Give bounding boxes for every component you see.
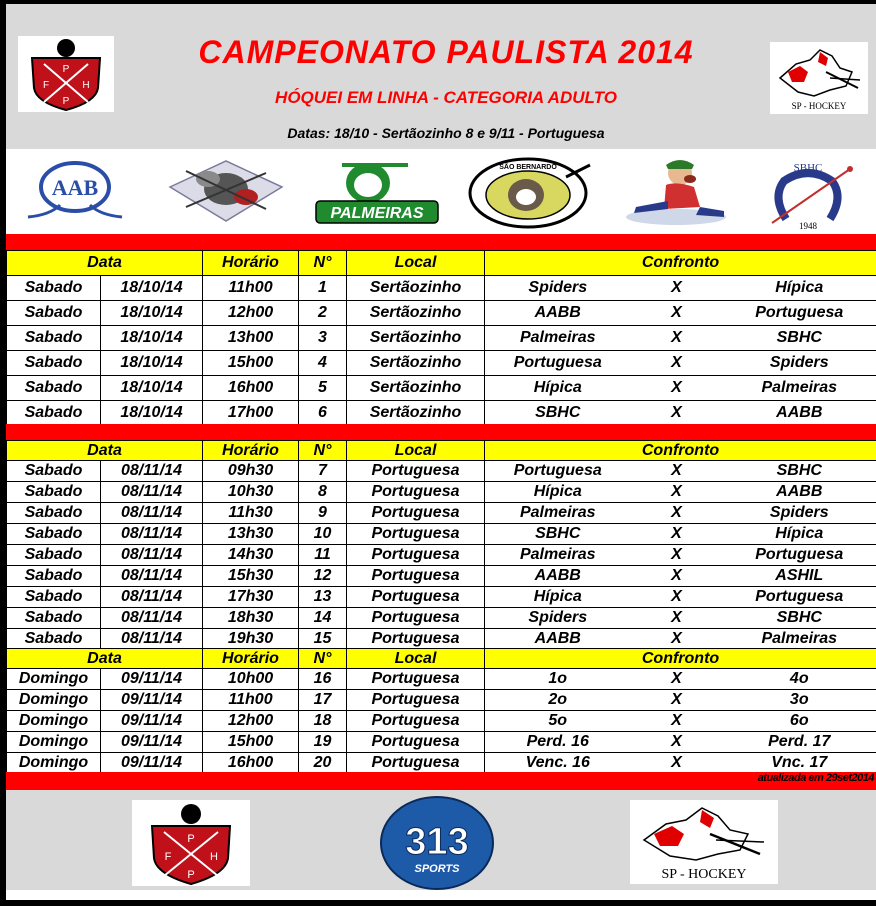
red-divider [6,234,876,250]
table-row [7,351,876,376]
header-horario: Horário [203,649,299,669]
cell-match-number: 9 [299,503,347,524]
cell-match-number: 6 [299,401,347,426]
cell-date: 08/11/14 [101,587,203,608]
fph-letter-left: F [42,80,50,91]
header-local: Local [347,251,485,276]
cell-home-team: 1o [485,669,631,690]
schedule-table-portuguesa-domingo [6,648,876,774]
sao-bernardo-logo-text: SÃO BERNARDO [499,164,557,171]
cell-date: 08/11/14 [101,566,203,587]
cell-day: Sabado [7,566,101,587]
page-subtitle: HÓQUEI EM LINHA - CATEGORIA ADULTO [275,88,617,107]
cell-date: 08/11/14 [101,629,203,650]
header-numero: N° [299,251,347,276]
red-divider [6,772,876,790]
cell-away-team: SBHC [723,461,876,482]
aabb-logo [20,157,130,232]
header-local: Local [347,441,485,461]
sp-hockey-map-icon [770,42,868,114]
table-header-row [7,649,876,669]
cell-date: 08/11/14 [101,461,203,482]
cell-match-number: 16 [299,669,347,690]
cell-day: Domingo [7,711,101,732]
table-row [7,753,876,774]
cell-home-team: AABB [485,566,631,587]
cell-time: 12h00 [203,301,299,326]
cell-day: Sabado [7,461,101,482]
cell-venue: Portuguesa [347,732,485,753]
cell-date: 18/10/14 [101,376,203,401]
cell-home-team: Hípica [485,482,631,503]
cell-time: 11h00 [203,690,299,711]
sbhc-horseshoe-icon [758,157,858,231]
cell-home-team: 5o [485,711,631,732]
cell-venue: Portuguesa [347,503,485,524]
cell-versus: X [631,401,723,426]
cell-match-number: 1 [299,276,347,301]
cell-time: 19h30 [203,629,299,650]
table-row [7,503,876,524]
cell-date: 18/10/14 [101,351,203,376]
313-sports-emblem-icon [380,796,494,890]
cell-day: Domingo [7,690,101,711]
cell-home-team: Spiders [485,608,631,629]
cell-date: 08/11/14 [101,503,203,524]
page-title: CAMPEONATO PAULISTA 2014 [198,34,694,70]
footer-sp-hockey-logo [630,800,778,884]
cell-match-number: 13 [299,587,347,608]
table-row [7,629,876,650]
table-row [7,276,876,301]
313-sports-label: SPORTS [414,863,460,875]
footer-fph-shield-icon [132,800,250,886]
cell-venue: Sertãozinho [347,326,485,351]
sbhc-logo-year: 1948 [799,221,817,231]
portuguesa-mascot-icon [616,157,736,227]
cell-date: 08/11/14 [101,545,203,566]
table-row [7,566,876,587]
cell-date: 18/10/14 [101,301,203,326]
cell-venue: Portuguesa [347,629,485,650]
updated-note: atualizada em 29set2014 [757,772,874,784]
cell-away-team: SBHC [723,326,876,351]
cell-day: Domingo [7,732,101,753]
cell-date: 09/11/14 [101,753,203,774]
cell-away-team: Portuguesa [723,301,876,326]
cell-away-team: 4o [723,669,876,690]
footer-fph-letter-bottom: P [187,869,195,881]
cell-venue: Portuguesa [347,524,485,545]
event-dates: Datas: 18/10 - Sertãozinho 8 e 9/11 - Portuguesa [287,125,605,141]
aabb-emblem-icon [20,157,130,227]
cell-match-number: 3 [299,326,347,351]
cell-time: 11h00 [203,276,299,301]
header-confronto: Confronto [485,649,876,669]
table-row [7,732,876,753]
schedule-table-sertaozinho [6,250,876,426]
cell-versus: X [631,753,723,774]
cell-day: Sabado [7,351,101,376]
cell-venue: Portuguesa [347,669,485,690]
fph-letter-top: P [62,64,70,75]
cell-home-team: Perd. 16 [485,732,631,753]
cell-home-team: Palmeiras [485,326,631,351]
cell-time: 16h00 [203,753,299,774]
cell-versus: X [631,276,723,301]
cell-versus: X [631,669,723,690]
cell-match-number: 15 [299,629,347,650]
cell-day: Sabado [7,503,101,524]
cell-home-team: Venc. 16 [485,753,631,774]
cell-match-number: 14 [299,608,347,629]
cell-day: Sabado [7,301,101,326]
header-numero: N° [299,441,347,461]
cell-time: 13h00 [203,326,299,351]
cell-day: Sabado [7,545,101,566]
cell-venue: Sertãozinho [347,401,485,426]
cell-match-number: 18 [299,711,347,732]
cell-day: Sabado [7,608,101,629]
footer-fph-logo [132,800,250,886]
cell-away-team: Hípica [723,524,876,545]
cell-time: 13h30 [203,524,299,545]
table-row [7,376,876,401]
cell-home-team: AABB [485,629,631,650]
cell-day: Sabado [7,376,101,401]
cell-venue: Sertãozinho [347,351,485,376]
cell-match-number: 5 [299,376,347,401]
header-data: Data [7,649,203,669]
footer-sp-hockey-label: SP - HOCKEY [661,867,747,882]
palmeiras-emblem-icon [312,157,442,227]
cell-day: Sabado [7,482,101,503]
header-horario: Horário [203,251,299,276]
footer [6,790,876,890]
cell-home-team: SBHC [485,401,631,426]
table-row [7,545,876,566]
cell-away-team: Spiders [723,503,876,524]
cell-time: 09h30 [203,461,299,482]
table-row [7,669,876,690]
cell-home-team: Palmeiras [485,545,631,566]
cell-date: 08/11/14 [101,482,203,503]
cell-versus: X [631,711,723,732]
313-sports-logo [380,796,494,890]
cell-away-team: Hípica [723,276,876,301]
cell-venue: Portuguesa [347,587,485,608]
footer-fph-letter-left: F [164,851,172,863]
header-horario: Horário [203,441,299,461]
cell-date: 18/10/14 [101,326,203,351]
cell-venue: Portuguesa [347,711,485,732]
cell-day: Sabado [7,401,101,426]
header [6,4,876,149]
header-data: Data [7,441,203,461]
cell-versus: X [631,524,723,545]
cell-away-team: ASHIL [723,566,876,587]
sbhc-logo-text: SBHC [793,162,823,174]
cell-match-number: 11 [299,545,347,566]
cell-venue: Portuguesa [347,608,485,629]
cell-venue: Sertãozinho [347,376,485,401]
cell-time: 18h30 [203,608,299,629]
cell-time: 15h30 [203,566,299,587]
cell-venue: Portuguesa [347,545,485,566]
cell-day: Domingo [7,669,101,690]
cell-match-number: 7 [299,461,347,482]
cell-date: 18/10/14 [101,276,203,301]
cell-away-team: Perd. 17 [723,732,876,753]
cell-time: 17h00 [203,401,299,426]
footer-sp-hockey-map-icon [630,800,778,884]
team-logos [6,149,876,234]
cell-away-team: SBHC [723,608,876,629]
cell-versus: X [631,629,723,650]
cell-date: 09/11/14 [101,690,203,711]
cell-time: 15h00 [203,351,299,376]
cell-date: 09/11/14 [101,669,203,690]
cell-versus: X [631,376,723,401]
cell-date: 08/11/14 [101,608,203,629]
palmeiras-logo-text: PALMEIRAS [330,205,424,222]
cell-versus: X [631,326,723,351]
cell-versus: X [631,351,723,376]
table-row [7,711,876,732]
table-header-row [7,441,876,461]
cell-day: Sabado [7,524,101,545]
cell-home-team: Palmeiras [485,503,631,524]
cell-date: 09/11/14 [101,732,203,753]
cell-home-team: Hípica [485,587,631,608]
cell-away-team: Portuguesa [723,587,876,608]
table-row [7,587,876,608]
sao-bernardo-logo [466,157,596,234]
cell-match-number: 19 [299,732,347,753]
cell-home-team: AABB [485,301,631,326]
sp-hockey-label: SP - HOCKEY [791,101,847,111]
table-row [7,690,876,711]
red-divider [6,424,876,440]
cell-venue: Portuguesa [347,690,485,711]
header-numero: N° [299,649,347,669]
cell-day: Sabado [7,276,101,301]
cell-time: 12h00 [203,711,299,732]
sao-bernardo-emblem-icon [466,157,596,229]
cell-versus: X [631,482,723,503]
footer-fph-letter-top: P [187,833,195,845]
cell-match-number: 17 [299,690,347,711]
cell-day: Sabado [7,326,101,351]
cell-versus: X [631,503,723,524]
table-row [7,326,876,351]
spiders-emblem-icon [166,157,286,227]
cell-away-team: AABB [723,482,876,503]
cell-versus: X [631,690,723,711]
cell-match-number: 20 [299,753,347,774]
cell-away-team: Vnc. 17 [723,753,876,774]
cell-time: 15h00 [203,732,299,753]
313-number: 313 [405,821,469,863]
header-local: Local [347,649,485,669]
cell-venue: Portuguesa [347,566,485,587]
fph-shield-icon [18,36,114,112]
table-row [7,461,876,482]
portuguesa-logo [616,157,736,232]
cell-away-team: 6o [723,711,876,732]
cell-home-team: Portuguesa [485,351,631,376]
cell-venue: Portuguesa [347,482,485,503]
cell-away-team: AABB [723,401,876,426]
cell-time: 10h30 [203,482,299,503]
fph-letter-right: H [82,80,90,91]
cell-match-number: 10 [299,524,347,545]
sbhc-logo [758,157,858,236]
cell-venue: Portuguesa [347,461,485,482]
cell-venue: Portuguesa [347,753,485,774]
cell-time: 14h30 [203,545,299,566]
fph-letter-bottom: P [62,96,70,107]
cell-versus: X [631,608,723,629]
table-row [7,608,876,629]
cell-versus: X [631,566,723,587]
cell-time: 10h00 [203,669,299,690]
cell-versus: X [631,301,723,326]
schedule-table-portuguesa-sabado [6,440,876,650]
cell-away-team: Palmeiras [723,376,876,401]
cell-versus: X [631,461,723,482]
cell-match-number: 4 [299,351,347,376]
cell-versus: X [631,545,723,566]
cell-date: 08/11/14 [101,524,203,545]
cell-match-number: 12 [299,566,347,587]
cell-venue: Sertãozinho [347,276,485,301]
cell-day: Sabado [7,587,101,608]
cell-day: Domingo [7,753,101,774]
cell-home-team: Hípica [485,376,631,401]
table-row [7,482,876,503]
cell-match-number: 2 [299,301,347,326]
cell-away-team: Spiders [723,351,876,376]
header-confronto: Confronto [485,441,876,461]
cell-time: 17h30 [203,587,299,608]
palmeiras-logo [312,157,442,232]
cell-match-number: 8 [299,482,347,503]
footer-fph-letter-right: H [210,851,218,863]
cell-date: 09/11/14 [101,711,203,732]
cell-date: 18/10/14 [101,401,203,426]
header-confronto: Confronto [485,251,876,276]
spiders-logo [166,157,286,232]
header-data: Data [7,251,203,276]
cell-versus: X [631,732,723,753]
cell-day: Sabado [7,629,101,650]
cell-time: 11h30 [203,503,299,524]
table-row [7,301,876,326]
cell-venue: Sertãozinho [347,301,485,326]
schedule-page [6,4,876,900]
cell-versus: X [631,587,723,608]
cell-home-team: 2o [485,690,631,711]
table-header-row [7,251,876,276]
fph-logo [18,36,114,112]
cell-away-team: 3o [723,690,876,711]
cell-home-team: SBHC [485,524,631,545]
cell-home-team: Spiders [485,276,631,301]
cell-away-team: Portuguesa [723,545,876,566]
table-row [7,524,876,545]
cell-home-team: Portuguesa [485,461,631,482]
sp-hockey-logo [770,42,868,114]
cell-away-team: Palmeiras [723,629,876,650]
table-row [7,401,876,426]
cell-time: 16h00 [203,376,299,401]
aabb-logo-text: AAB [51,175,99,200]
